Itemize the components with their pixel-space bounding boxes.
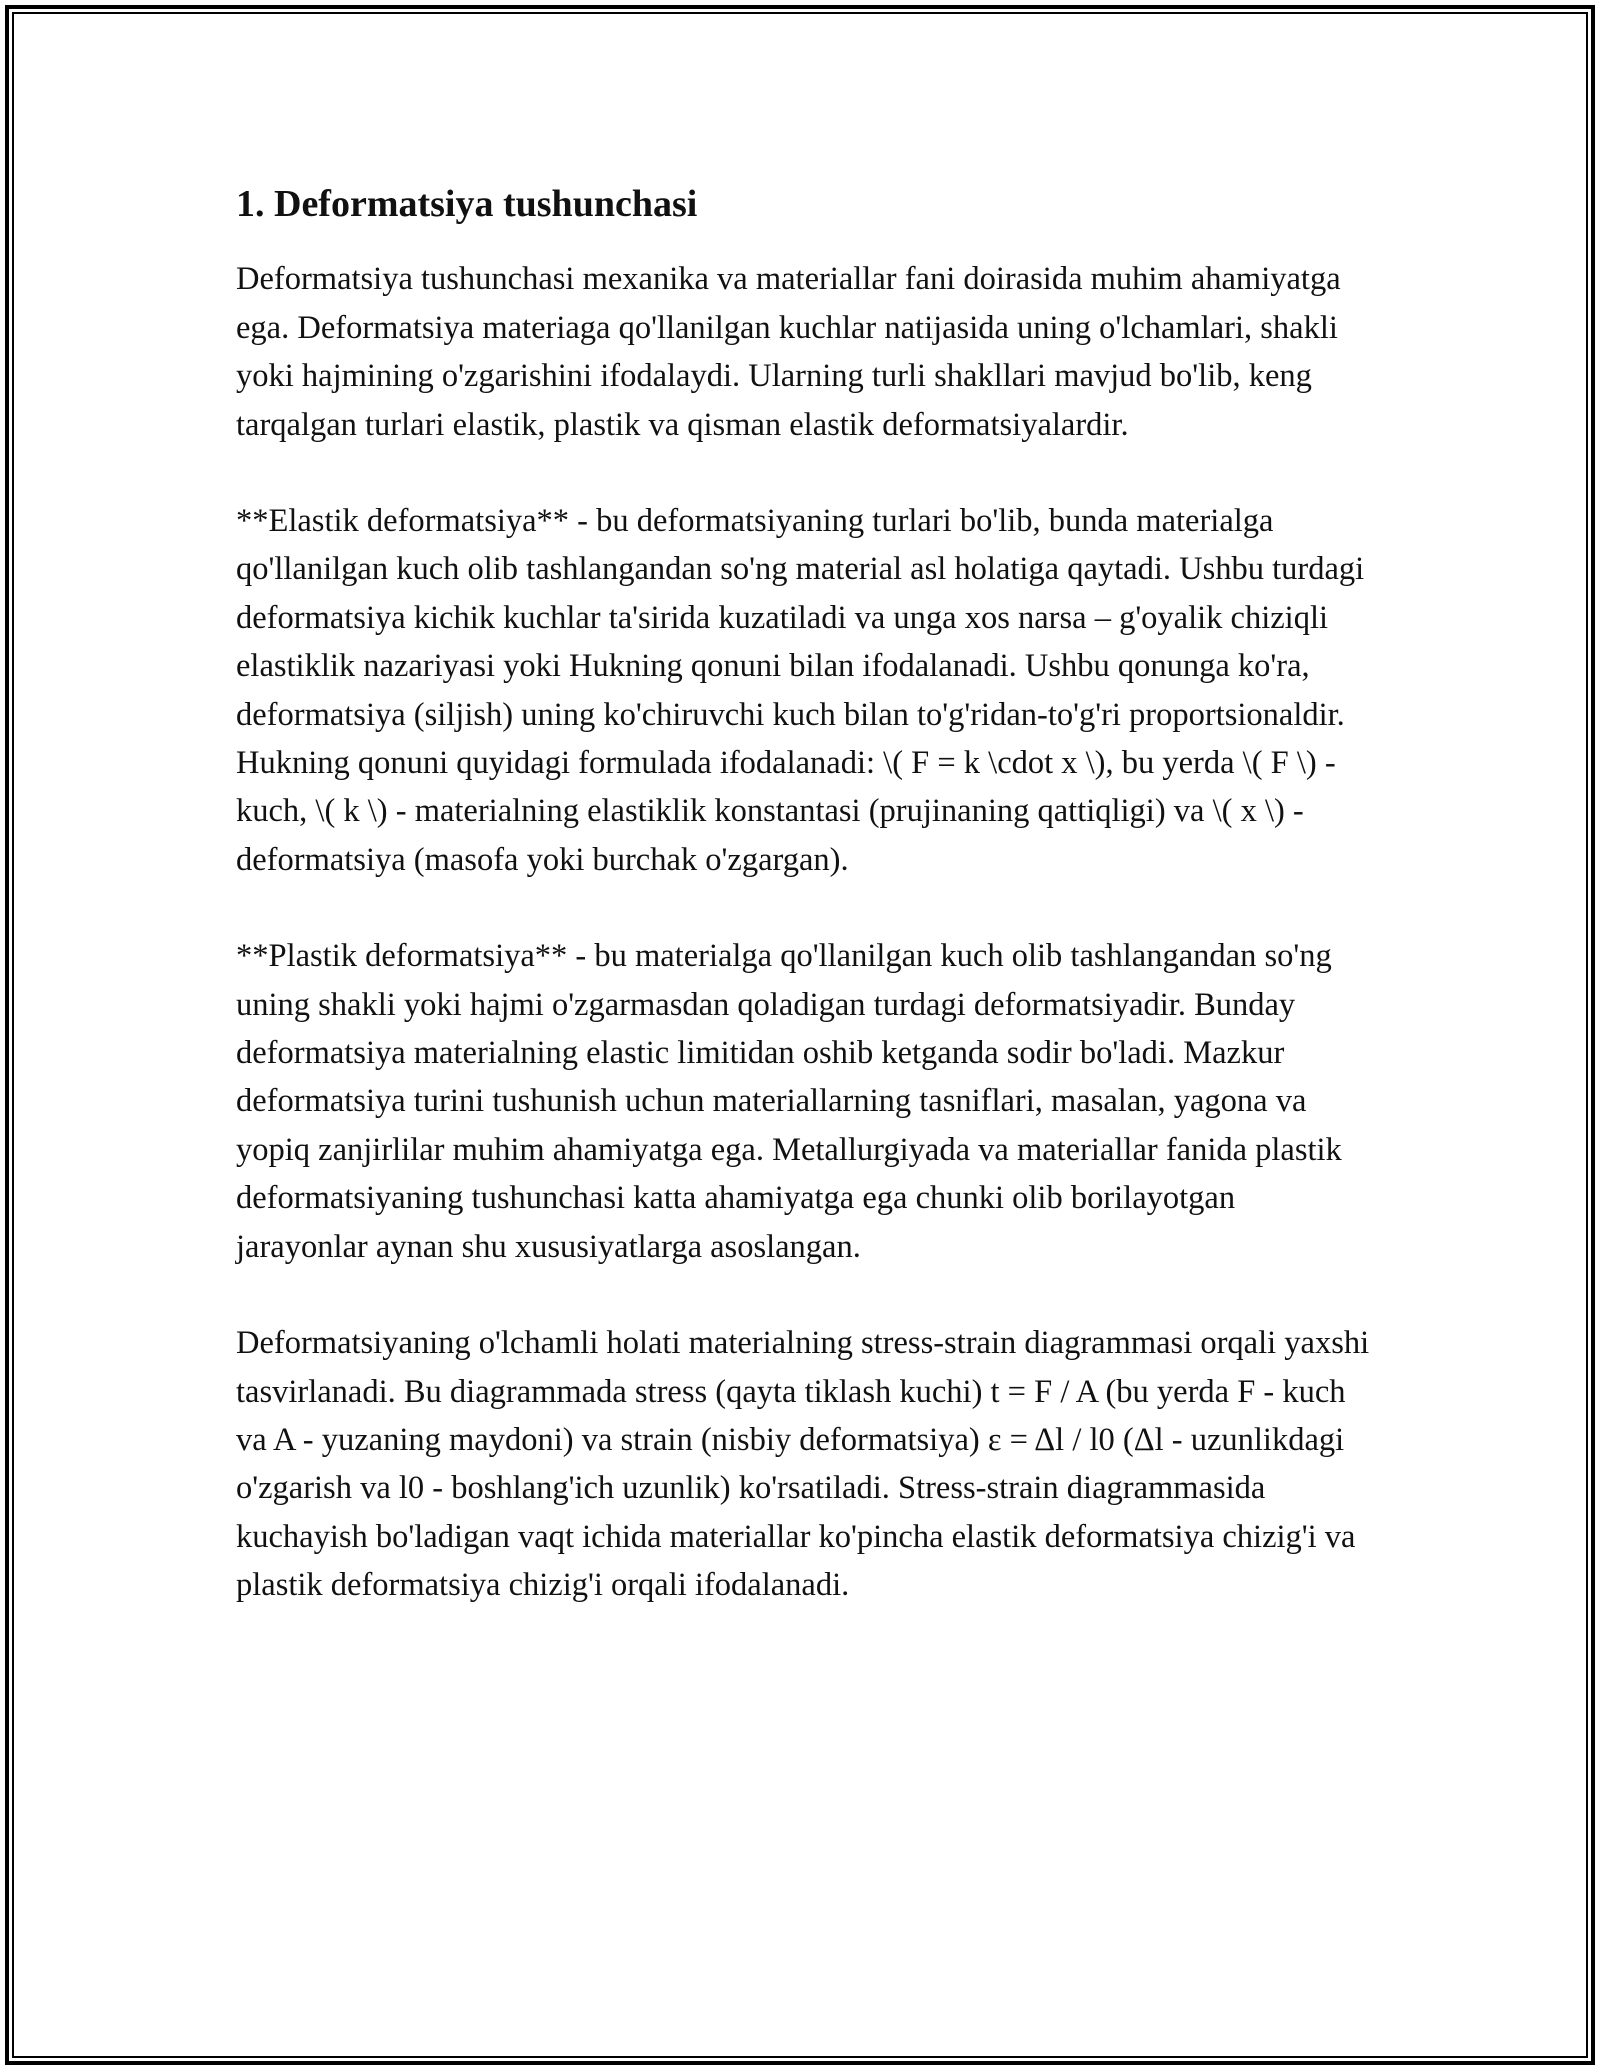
- paragraph-intro: Deformatsiya tushunchasi mexanika va materiallar fani doirasida muhim ahamiyatga ega. Deformatsiya materiaga qo'llanilgan kuchlar natijasida uning o'lchamlari, shakli yoki hajmining o'zgarishini ifodalaydi. Ularning turli shakllari mavjud bo'lib, keng tarqalgan turlari elastik, plastik va qisman elastik deformatsiyalardir.: [236, 261, 1341, 443]
- paragraph-plastic-deformation: **Plastik deformatsiya** - bu materialga qo'llanilgan kuch olib tashlangandan so'ng uning shakli yoki hajmi o'zgarmasdan qoladigan turdagi deformatsiyadir. Bunday deformatsiya materialning elastic limitidan oshib ketganda sodir bo'ladi. Mazkur deformatsiya turini tushunish uchun materiallarning tasniflari, masalan, yagona va yopiq zanjirlilar muhim ahamiyatga ega. Metallurgiyada va materiallar fanida plastik deformatsiyaning tushunchasi katta ahamiyatga ega chunki olib borilayotgan jarayonlar aynan shu xususiyatlarga asoslangan.: [236, 938, 1342, 1265]
- paragraph-elastic-deformation: **Elastik deformatsiya** - bu deformatsiyaning turlari bo'lib, bunda materialga qo'llanilgan kuch olib tashlangandan so'ng material asl holatiga qaytadi. Ushbu turdagi deformatsiya kichik kuchlar ta'sirida kuzatiladi va unga xos narsa – g'oyalik chiziqli elastiklik nazariyasi yoki Hukning qonuni bilan ifodalanadi. Ushbu qonunga ko'ra, deformatsiya (siljish) uning ko'chiruvchi kuch bilan to'g'ridan-to'g'ri proportsionaldir. Hukning qonuni quyidagi formulada ifodalanadi: \( F = k \cdot x \), bu yerda \( F \) - kuch, \( k \) - materialning elastiklik konstantasi (prujinaning qattiqligi) va \( x \) - deformatsiya (masofa yoki burchak o'zgargan).: [236, 503, 1365, 878]
- paragraph-stress-strain: Deformatsiyaning o'lchamli holati materialning stress-strain diagrammasi orqali yaxshi tasvirlanadi. Bu diagrammada stress (qayta tiklash kuchi) t = F / A (bu yerda F - kuch va A - yuzaning maydoni) va strain (nisbiy deformatsiya) ε = Δl / l0 (Δl - uzunlikdagi o'zgarish va l0 - boshlang'ich uzunlik) ko'rsatiladi. Stress-strain diagrammasida kuchayish bo'ladigan vaqt ichida materiallar ko'pincha elastik deformatsiya chizig'i va plastik deformatsiya chizig'i orqali ifodalanadi.: [236, 1325, 1370, 1604]
- document-body: [236, 180, 1370, 1658]
- section-heading: 1. Deformatsiya tushunchasi: [236, 183, 698, 225]
